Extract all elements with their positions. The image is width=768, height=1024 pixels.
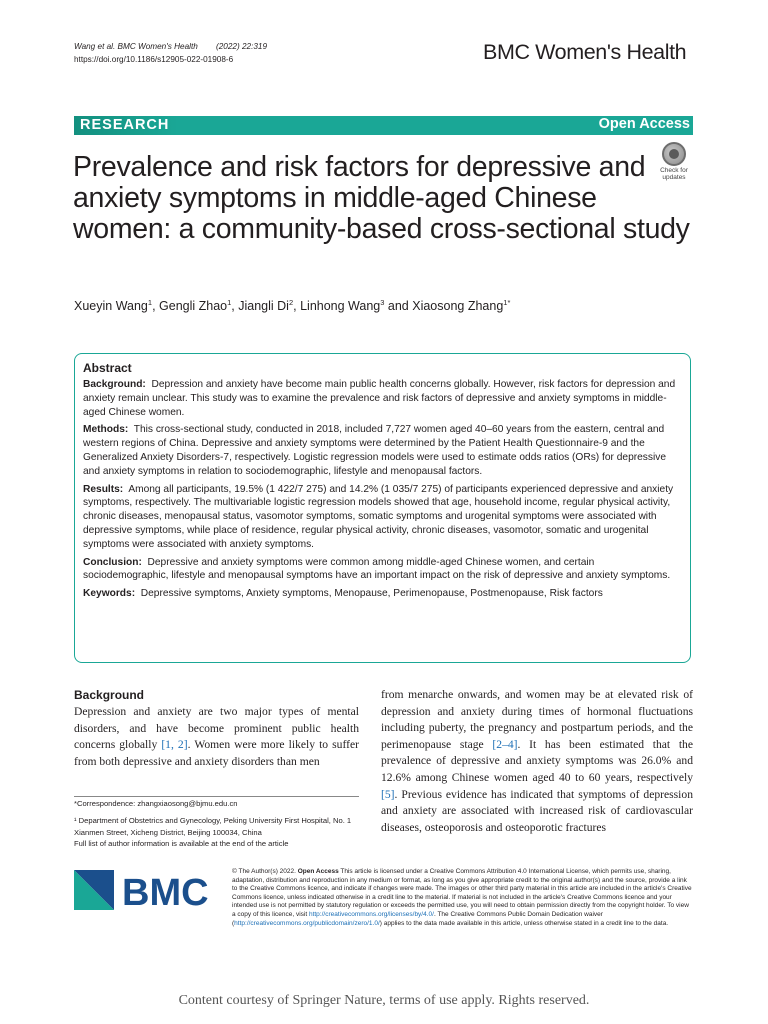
correspondence-note: *Correspondence: zhangxiaosong@bjmu.edu.cn xyxy=(74,799,238,808)
citation-link[interactable]: [2–4] xyxy=(492,737,518,751)
author-name: Jiangli Di xyxy=(238,299,289,314)
author-name: Xiaosong Zhang xyxy=(412,299,504,314)
license-text: © The Author(s) 2022. xyxy=(232,868,298,875)
footnote-divider xyxy=(74,796,359,797)
body-text: . Previous evidence has indicated that symptoms of depression and anxiety are associated with increased risk of cardiovascular diseases, osteoporosis and osteoporotic fractures xyxy=(381,787,693,834)
bmc-logo-text: BMC xyxy=(122,872,209,914)
abstract-text: This cross-sectional study, conducted in 2018, included 7,727 women aged 40–60 years from the eastern, central and western regions of China. Depressive and anxiety symptoms were determined by the Patient Health Questionnaire-9 and the Generalized Anxiety Disorders-7, respectively. Logistic regression models were used to estimate odds ratios (ORs) for depressive and anxiety symptoms in relation to sociodemographic, lifestyle and menopausal factors. xyxy=(83,424,667,477)
abstract-label: Keywords: xyxy=(83,588,136,600)
author-name: Xueyin Wang xyxy=(74,299,148,314)
author-affiliation: 3 xyxy=(380,298,385,307)
abstract-text: Depression and anxiety have become main public health concerns globally. However, risk factors for depression and anxiety remain unclear. This study was to examine the prevalence and risk factors of depressive and anxiety symptoms in middle-aged Chinese women. xyxy=(83,379,676,418)
citation-link[interactable]: [5] xyxy=(381,787,395,801)
affiliation-note: ¹ Department of Obstetrics and Gynecology, Peking University First Hospital, No. 1 Xianmen Street, Xicheng District, Beijing 100034, China xyxy=(74,816,352,837)
doi-link[interactable]: https://doi.org/10.1186/s12905-022-01908-6 xyxy=(74,55,234,64)
abstract-keywords xyxy=(83,587,682,601)
license-link[interactable]: http://creativecommons.org/licenses/by/4.0/ xyxy=(308,910,434,918)
author-affiliation: 1 xyxy=(147,298,153,307)
section-banner xyxy=(74,116,693,135)
body-paragraph xyxy=(74,704,359,770)
body-column-left xyxy=(74,687,359,770)
body-text: from menarche onwards, and women may be at elevated risk of depression and anxiety during times of hormonal fluctuations including puberty, the pregnancy and postpartum periods, and the perimenopause stage xyxy=(381,688,693,751)
abstract-heading: Abstract xyxy=(83,361,132,375)
license-open-access: Open Access xyxy=(297,868,339,875)
body-text: Depression and anxiety are two major types of mental disorders, and have become prominent public health concerns globally xyxy=(74,705,359,752)
author-list: Xueyin Wang$^1$, Gengli Zhao$^1$, Jiangli Di$^2$, Linhong Wang$^3$ and Xiaosong Zhang$^{1*}$ xyxy=(74,298,511,314)
author-info-note: Full list of author information is available at the end of the article xyxy=(74,838,289,848)
author-name: Linhong Wang xyxy=(300,299,381,314)
license-text: This article is licensed under a Creative Commons Attribution 4.0 International License, which permits use, sharing, adaptation, distribution and reproduction in any medium or format, as long as you give appropriate credit to the original author(s) and the source, provide a link to the Creative Commons licence, and indicate if changes were made. The images or other third party material in this article are included in the article's Creative Commons licence, unless indicated otherwise in a credit line to the material. If material is not included in the article's Creative Commons licence and your intended use is not permitted by statutory regulation or exceeds the permitted use, you will need to obtain permission directly from the copyright holder. To view a copy of this licence, visit xyxy=(232,868,692,918)
author-affiliation: 1 xyxy=(227,298,232,307)
abstract-label: Methods: xyxy=(83,424,129,436)
abstract-text: Among all participants, 19.5% (1 422/7 275) and 14.2% (1 035/7 275) of participants experienced depressive and anxiety symptoms, respectively. The multivariable logistic regression models showed that age, household income, regular physical activity, chronic diseases, menopausal status, vasomotor symptoms, somatic symptoms and urogenital symptoms were associated with depressive symptoms, while place of residence, regular physical activity, chronic diseases, vasomotor, somatic and urogenital symptoms were associated with anxiety symptoms. xyxy=(83,483,674,550)
license-statement xyxy=(232,868,694,928)
license-link[interactable]: http://creativecommons.org/publicdomain/zero/1.0/ xyxy=(234,919,380,927)
body-text: . It has been estimated that the prevalence of depressive and anxiety symptoms was 26.0% and 12.6% among Chinese women aged 40 to 60 years, respectively xyxy=(381,737,693,784)
section-label: RESEARCH xyxy=(80,117,170,133)
citation-year-volume: (2022) 22:319 xyxy=(216,42,268,51)
author-affiliation: 2 xyxy=(288,298,294,307)
body-column-right xyxy=(381,687,693,836)
abstract-label: Conclusion: xyxy=(83,556,142,568)
abstract-text: Depressive symptoms, Anxiety symptoms, Menopause, Perimenopause, Postmenopause, Risk factors xyxy=(140,588,603,600)
abstract-background xyxy=(83,378,682,419)
body-paragraph xyxy=(381,687,693,836)
body-text: . Women were more likely to suffer from both depressive and anxiety disorders than men xyxy=(74,738,359,768)
abstract-box xyxy=(74,353,691,663)
abstract-methods xyxy=(83,423,682,478)
license-text: . The Creative Commons Public Domain Dedication waiver ( xyxy=(232,910,603,927)
abstract-label: Results: xyxy=(83,483,124,495)
courtesy-footer: Content courtesy of Springer Nature, terms of use apply. Rights reserved. xyxy=(178,993,590,1008)
abstract-conclusion xyxy=(83,556,682,584)
section-heading: Background xyxy=(74,688,145,702)
citation-link[interactable]: [1, 2] xyxy=(161,738,188,752)
author-affiliation: 1* xyxy=(503,298,511,307)
abstract-text: Depressive and anxiety symptoms were common among middle-aged Chinese women, and certain sociodemographic, lifestyle and menopausal symptoms have an important impact on the risk of depressive and anxiety symptoms. xyxy=(83,556,671,582)
abstract-label: Background: xyxy=(83,379,146,390)
citation-header xyxy=(74,40,267,66)
open-access-label: Open Access xyxy=(598,116,690,132)
license-text: ) applies to the data made available in this article, unless otherwise stated in a credit line to the data. xyxy=(379,919,669,927)
footnotes xyxy=(74,798,364,849)
check-updates-text: Check for updates xyxy=(660,167,688,181)
journal-name: BMC Women's Health xyxy=(483,40,687,64)
abstract-results xyxy=(83,483,682,552)
citation-authors: Wang et al. BMC Women's Health xyxy=(74,42,198,51)
article-title: Prevalence and risk factors for depressive and anxiety symptoms in middle-aged Chinese women: a community-based cross-sectional study xyxy=(73,151,690,245)
author-name: Gengli Zhao xyxy=(159,299,228,314)
bmc-logo xyxy=(74,870,216,914)
